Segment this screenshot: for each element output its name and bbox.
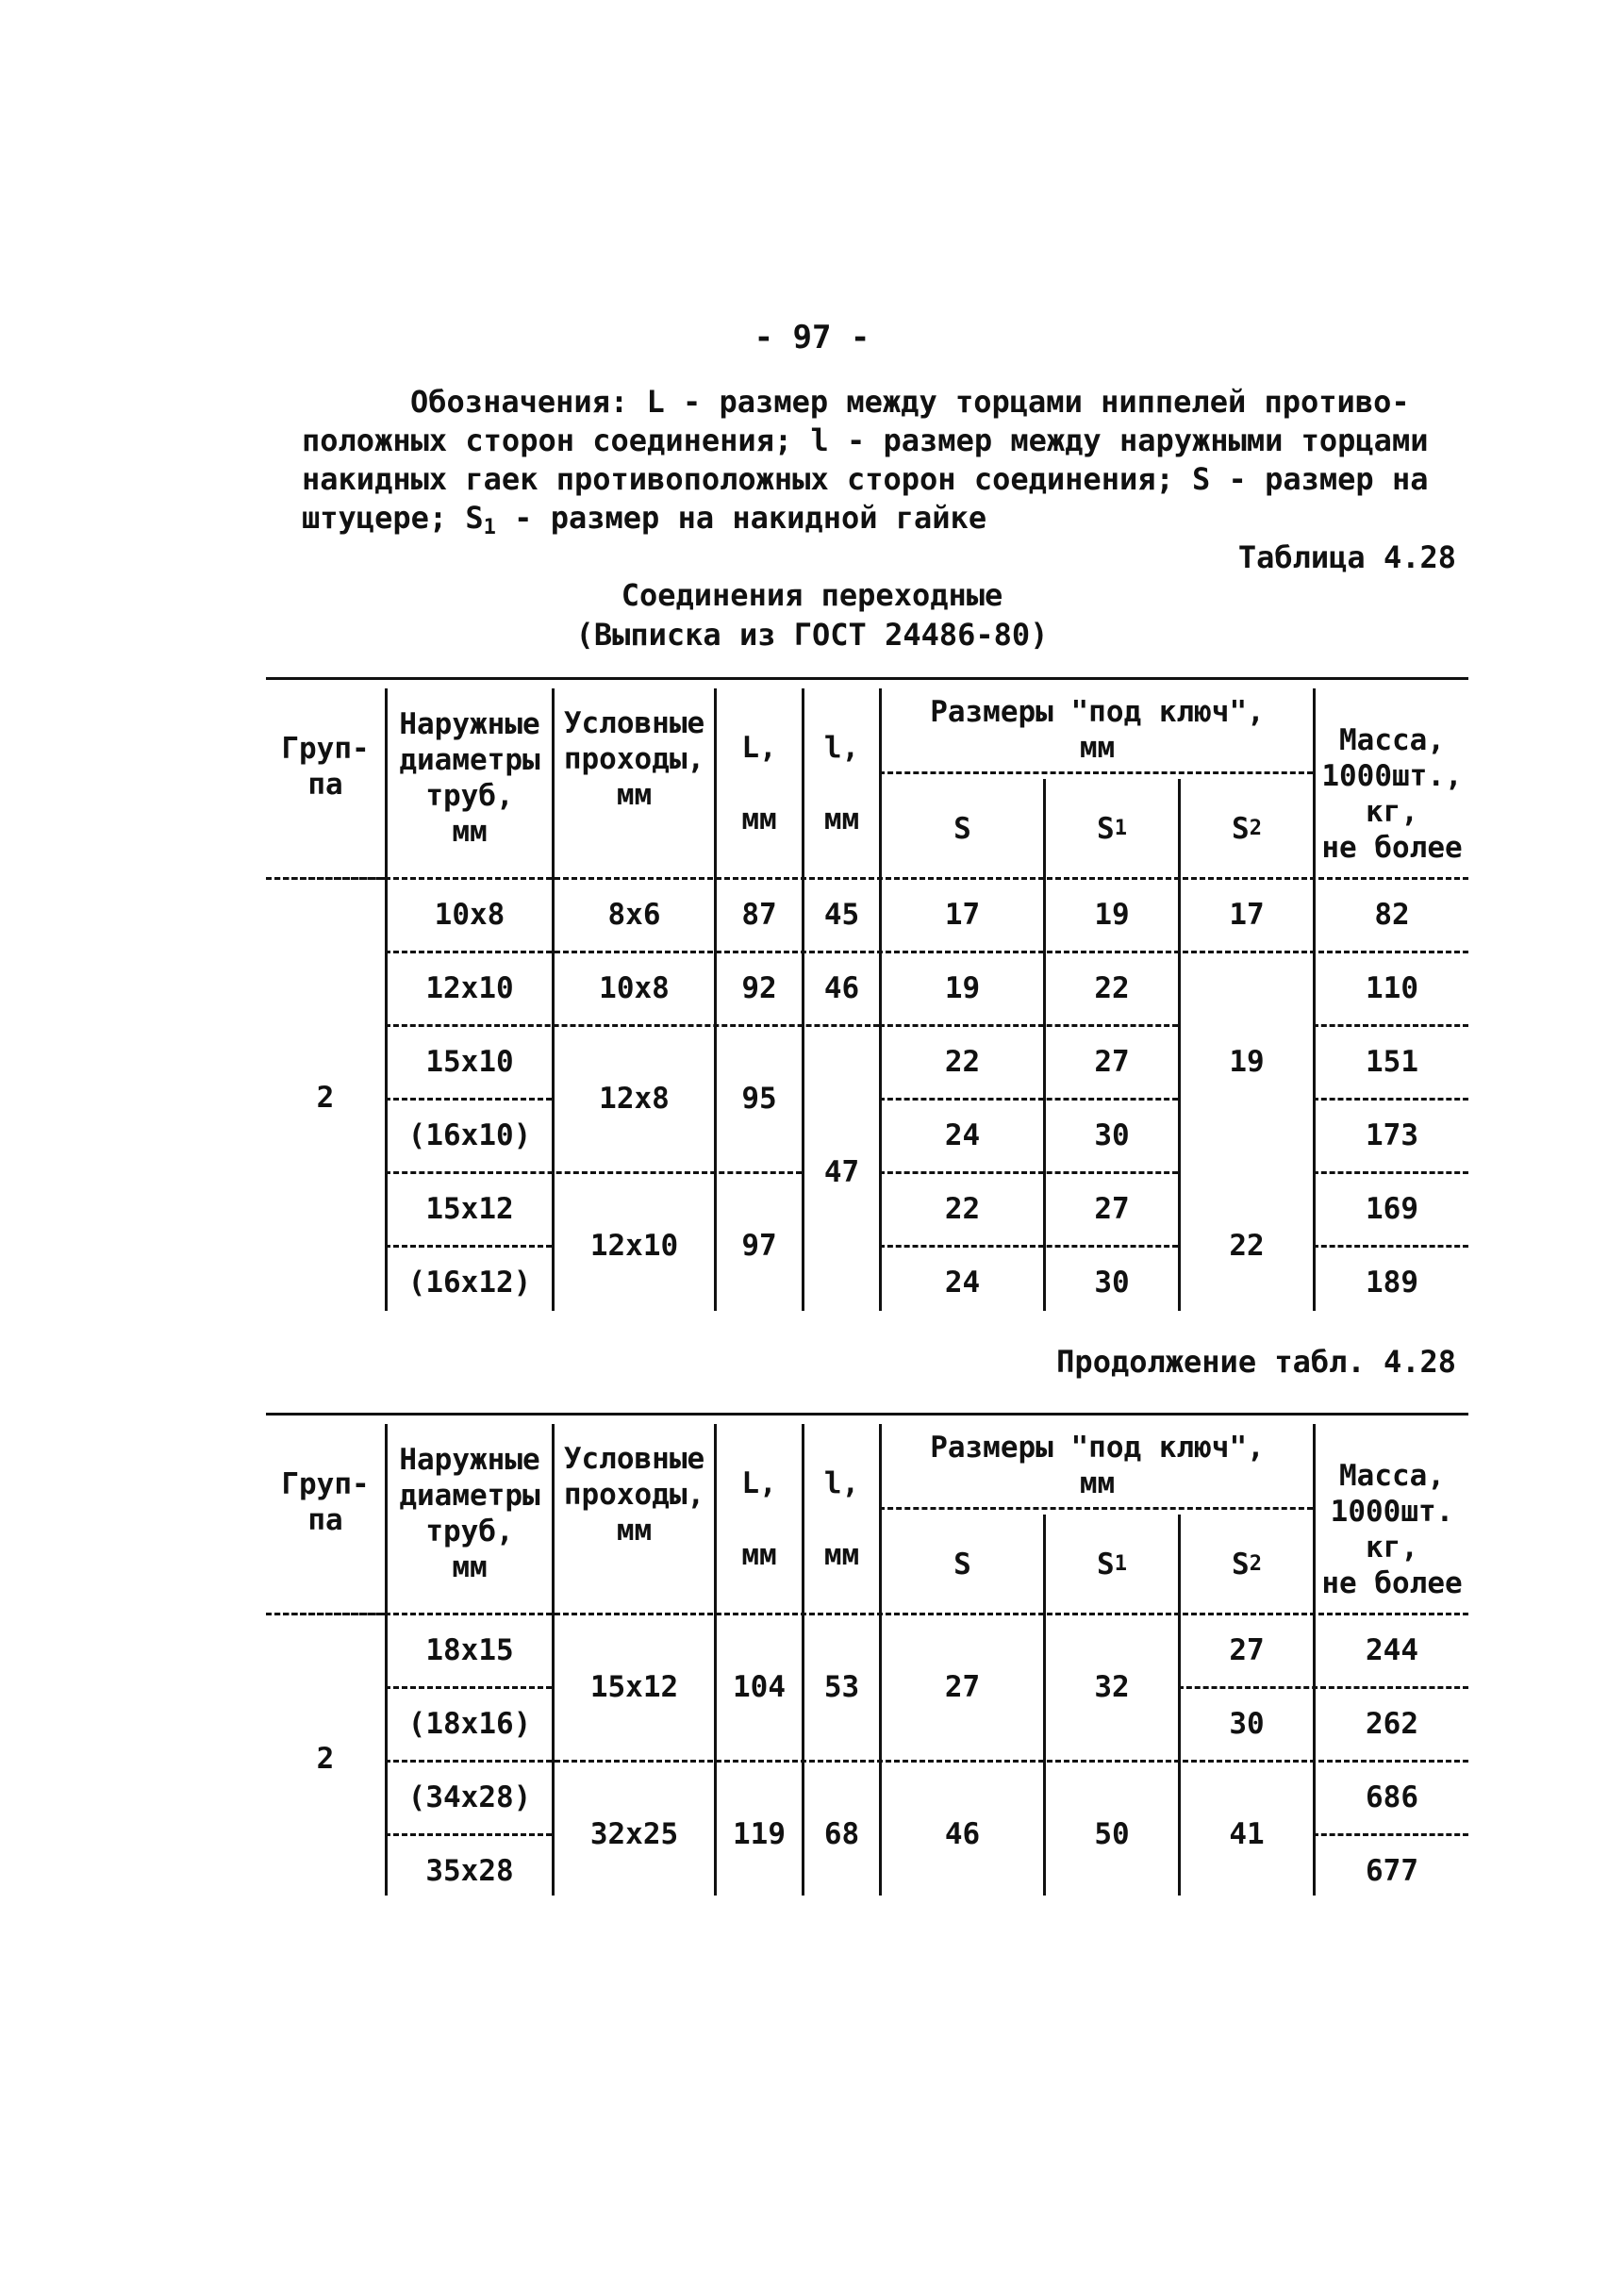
S2-cell: 19: [1229, 1045, 1265, 1079]
outer-diameter-cell: 15x10: [425, 1045, 514, 1079]
nominal-bore-cell: 32x25: [589, 1817, 679, 1851]
l-cell: 68: [823, 1817, 860, 1851]
table-number-label: Таблица 4.28: [1237, 539, 1456, 575]
transition-joints-table-continued: [266, 1413, 1468, 1903]
header-mass: Масса, 1000шт. кг, не более: [1321, 1459, 1463, 1600]
mass-cell: 110: [1366, 971, 1418, 1005]
header-nominal-bores: Условные проходы, мм: [563, 706, 705, 812]
S2-cell: 27: [1229, 1633, 1265, 1667]
table-title-line-2: (Выписка из ГОСТ 24486-80): [575, 617, 1049, 653]
outer-diameter-cell: (16x10): [407, 1118, 532, 1152]
header-S: S: [953, 812, 971, 846]
mass-cell: 244: [1366, 1633, 1418, 1667]
L-cell: 95: [741, 1082, 777, 1116]
S1-cell: 30: [1094, 1266, 1130, 1300]
S1-cell: 19: [1094, 898, 1130, 932]
l-cell: 47: [823, 1155, 860, 1189]
outer-diameter-cell: 35x28: [425, 1854, 514, 1888]
S1-cell: 27: [1094, 1045, 1130, 1079]
mass-cell: 677: [1366, 1854, 1418, 1888]
group-cell: 2: [316, 1742, 335, 1776]
S-cell: 46: [944, 1817, 981, 1851]
S1-cell: 50: [1094, 1817, 1130, 1851]
S2-cell: 17: [1229, 898, 1265, 932]
l-cell: 46: [823, 971, 860, 1005]
header-mass: Масса, 1000шт., кг, не более: [1321, 723, 1463, 865]
header-S: S: [953, 1548, 971, 1581]
header-group: Груп- па: [281, 732, 370, 802]
S-cell: 27: [944, 1670, 981, 1704]
group-cell: 2: [316, 1081, 335, 1115]
note-line-4: штуцере; $S_1$ - размер на накидной гайке: [302, 500, 987, 539]
header-S2: S 2: [1232, 812, 1262, 846]
outer-diameter-cell: (18x16): [407, 1707, 532, 1741]
outer-diameter-cell: (34x28): [407, 1780, 532, 1814]
header-wrench-sizes: Размеры "под ключ", мм: [930, 1431, 1265, 1500]
mass-cell: 189: [1366, 1266, 1418, 1300]
nominal-bore-cell: 12x8: [599, 1082, 670, 1116]
S-cell: 19: [944, 971, 981, 1005]
L-cell: 97: [741, 1229, 777, 1263]
nominal-bore-cell: 12x10: [589, 1229, 679, 1263]
note-line-2: положных сторон соединения; l - размер между наружными торцами: [302, 422, 1429, 458]
table-top-rule: [266, 1413, 1468, 1416]
header-wrench-sizes: Размеры "под ключ", мм: [930, 695, 1265, 765]
S-cell: 24: [944, 1118, 981, 1152]
header-S2: S 2: [1232, 1548, 1262, 1581]
l-cell: 45: [823, 898, 860, 932]
table-top-rule: [266, 677, 1468, 680]
header-outer-diameters: Наружные диаметры труб, мм: [399, 707, 540, 849]
table-title-line-1: Соединения переходные: [621, 577, 1003, 613]
header-L: L, мм: [741, 1466, 777, 1572]
mass-cell: 169: [1366, 1192, 1418, 1226]
note-line-1: Обозначения: L - размер между торцами ниппелей противо-: [410, 384, 1410, 420]
header-S1: S 1: [1097, 812, 1127, 846]
S1-cell: 22: [1094, 971, 1130, 1005]
mass-cell: 151: [1366, 1045, 1418, 1079]
S1-cell: 32: [1094, 1670, 1130, 1704]
outer-diameter-cell: 12x10: [425, 971, 514, 1005]
S1-cell: 30: [1094, 1118, 1130, 1152]
L-cell: 87: [741, 898, 777, 932]
header-nominal-bores: Условные проходы, мм: [563, 1442, 705, 1548]
header-S1: S 1: [1097, 1548, 1127, 1581]
S-cell: 22: [944, 1045, 981, 1079]
S1-cell: 27: [1094, 1192, 1130, 1226]
note-line-3: накидных гаек противоположных сторон соединения; S - размер на: [302, 461, 1429, 497]
l-cell: 53: [823, 1670, 860, 1704]
L-cell: 119: [733, 1817, 786, 1851]
S-cell: 24: [944, 1266, 981, 1300]
nominal-bore-cell: 8x6: [607, 898, 661, 932]
outer-diameter-cell: (16x12): [407, 1266, 532, 1300]
wrench-header-rule: [879, 1507, 1313, 1510]
mass-cell: 173: [1366, 1118, 1418, 1152]
header-l: l, мм: [823, 731, 860, 836]
nominal-bore-cell: 15x12: [589, 1670, 679, 1704]
outer-diameter-cell: 15x12: [425, 1192, 514, 1226]
header-outer-diameters: Наружные диаметры труб, мм: [399, 1443, 540, 1584]
mass-cell: 686: [1366, 1780, 1418, 1814]
header-L: L, мм: [741, 731, 777, 836]
S2-cell: 41: [1229, 1817, 1265, 1851]
nominal-bore-cell: 10x8: [599, 971, 670, 1005]
transition-joints-table: [266, 677, 1468, 1318]
wrench-header-rule: [879, 771, 1313, 774]
mass-cell: 82: [1374, 898, 1410, 932]
S-cell: 17: [944, 898, 981, 932]
outer-diameter-cell: 10x8: [434, 898, 505, 932]
page-number: - 97 -: [754, 319, 870, 356]
table-title: [0, 575, 1624, 654]
continuation-label: Продолжение табл. 4.28: [1056, 1344, 1456, 1380]
L-cell: 92: [741, 971, 777, 1005]
S-cell: 22: [944, 1192, 981, 1226]
header-group: Груп- па: [281, 1467, 370, 1537]
S2-cell: 22: [1229, 1229, 1265, 1263]
header-l: l, мм: [823, 1466, 860, 1572]
outer-diameter-cell: 18x15: [425, 1633, 514, 1667]
mass-cell: 262: [1366, 1707, 1418, 1741]
L-cell: 104: [733, 1670, 786, 1704]
designations-note: [302, 383, 1481, 547]
S2-cell: 30: [1229, 1707, 1265, 1741]
